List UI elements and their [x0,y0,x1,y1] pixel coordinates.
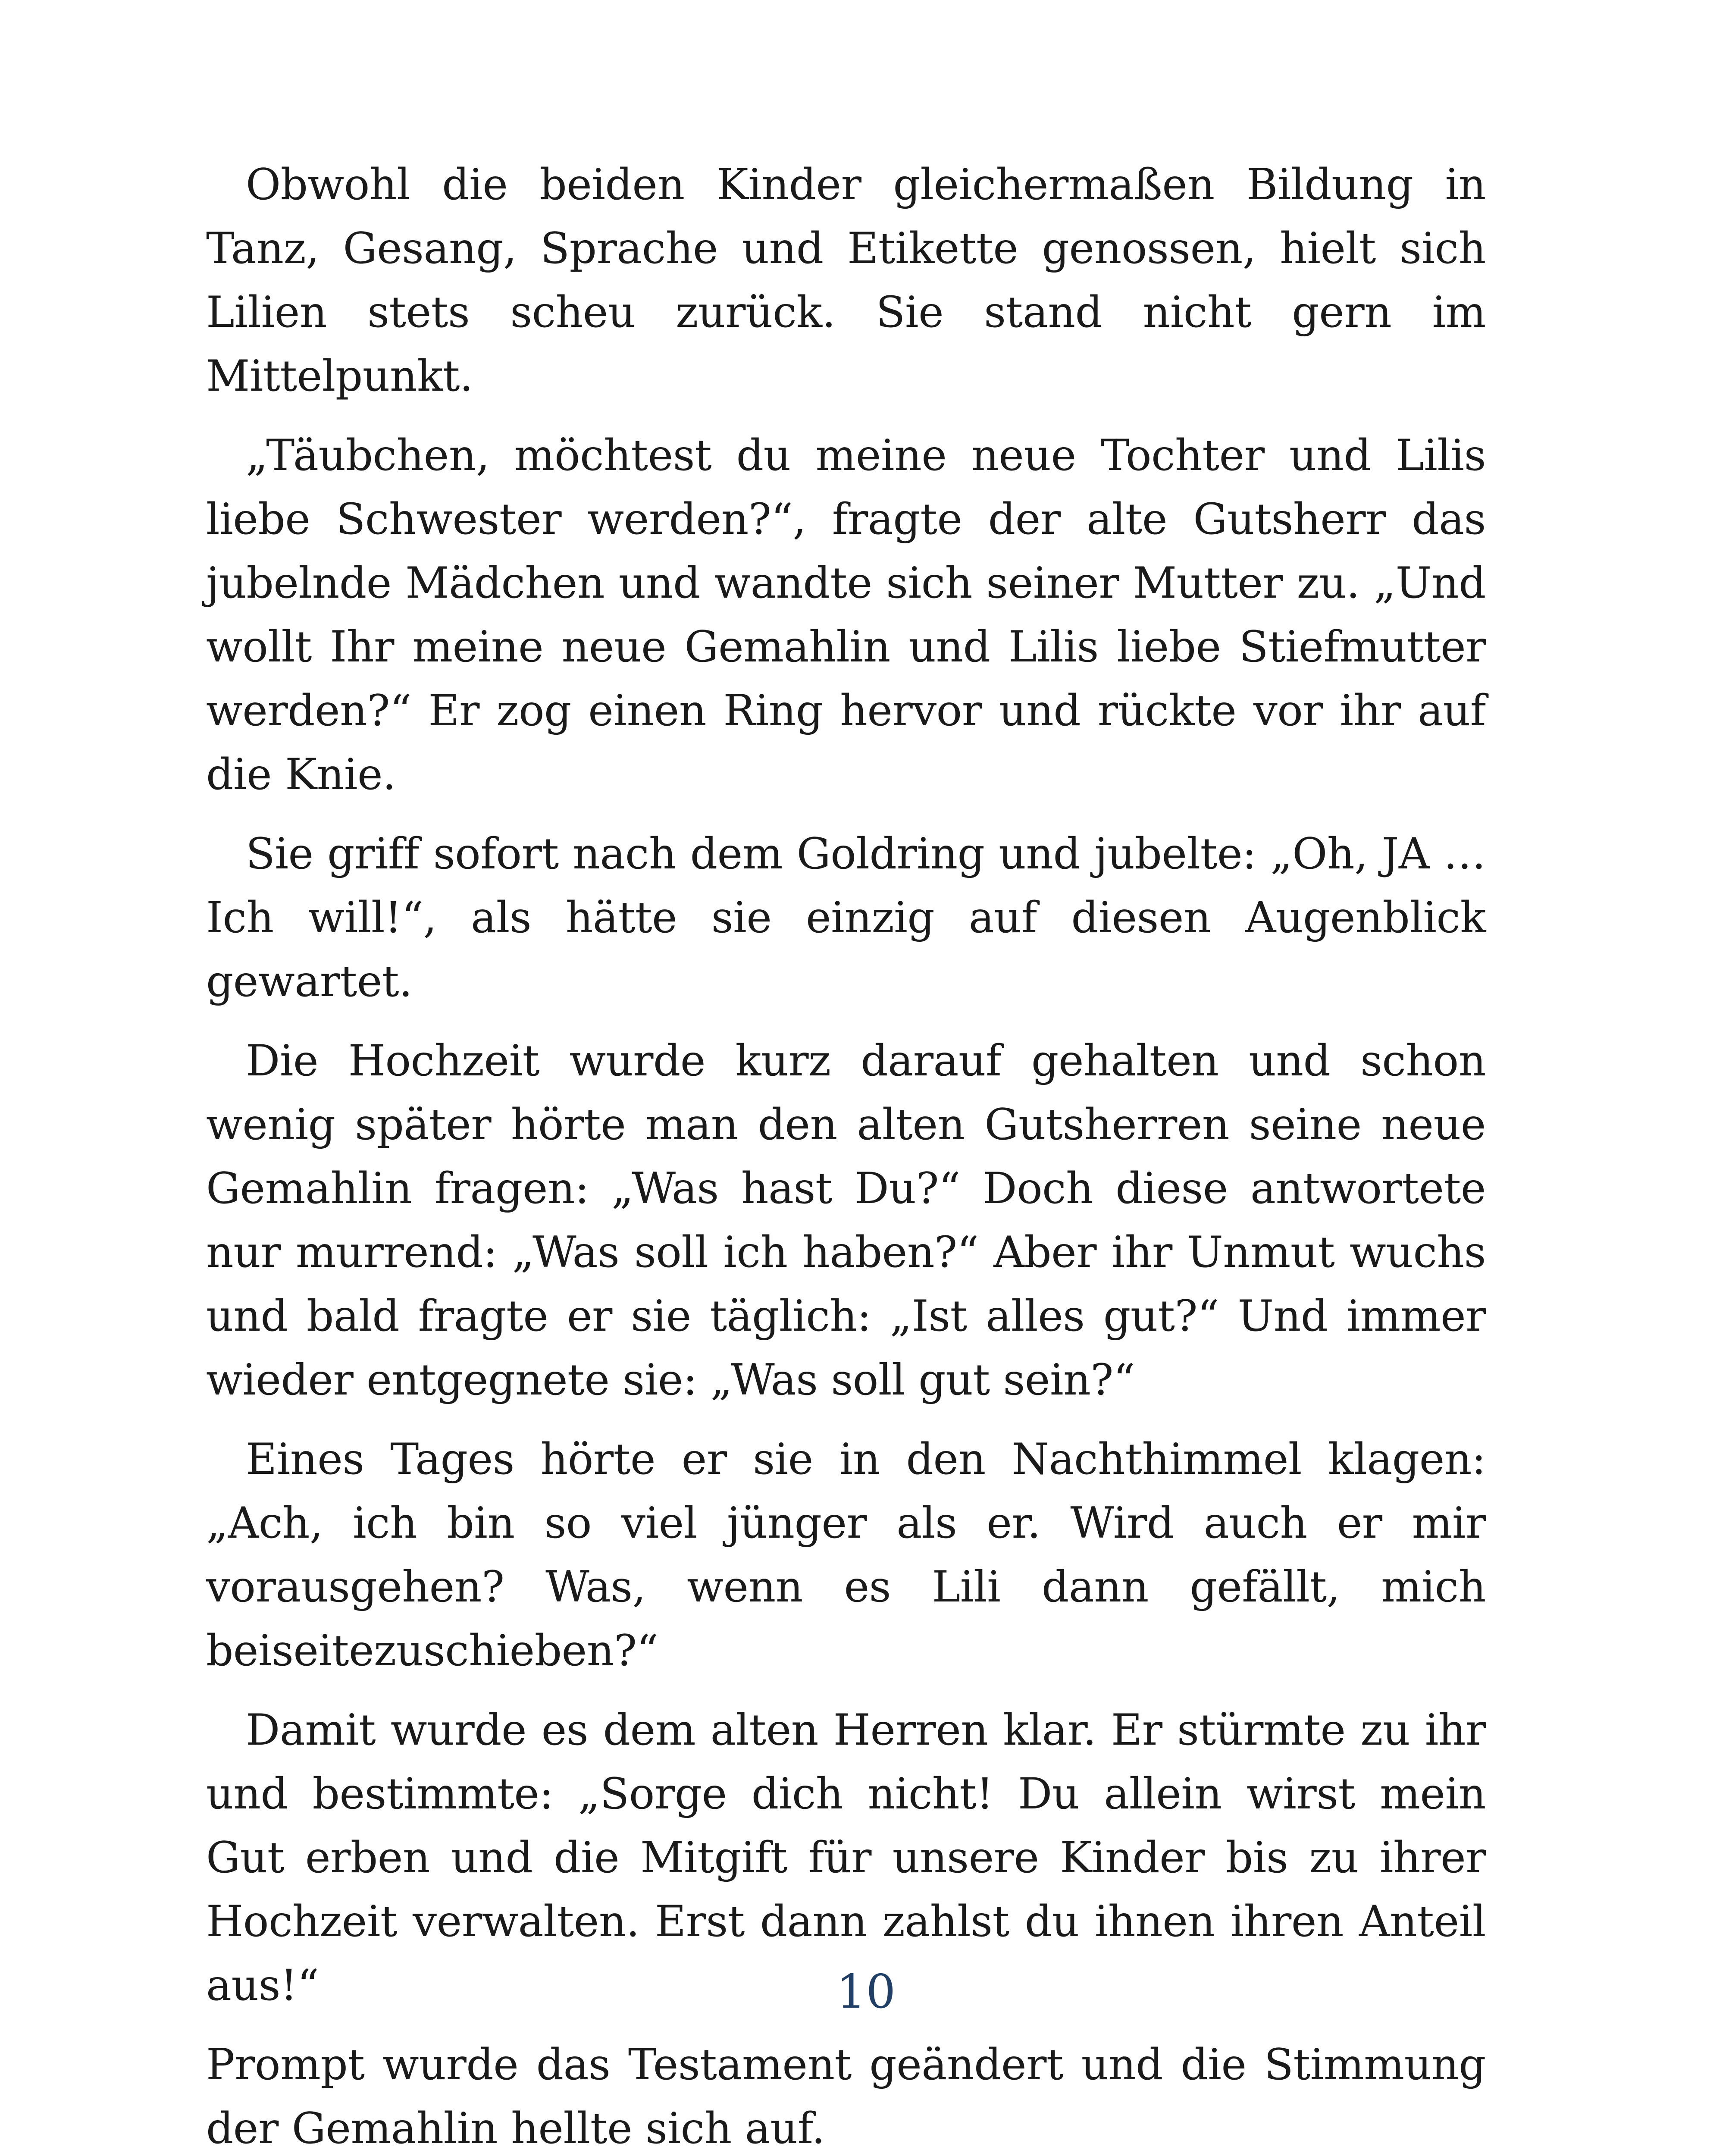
paragraph-1: Obwohl die beiden Kinder gleichermaßen Bildung in Tanz, Gesang, Sprache und Etikette genossen, hielt sich Lilien stets scheu zurück. Sie stand nicht gern im Mittelpunkt. [206,160,1486,401]
paragraph-7: Prompt wurde das Testament geändert und die Stimmung der Gemahlin hellte sich auf. [206,2040,1486,2153]
paragraph-2: „Täubchen, möchtest du meine neue Tochter und Lilis liebe Schwester werden?“, fragte der alte Gutsherr das jubelnde Mädchen und wandte sich seiner Mutter zu. „Und wollt Ihr meine neue Gemahlin und Lilis liebe Stiefmutter werden?“ Er zog einen Ring hervor und rückte vor ihr auf die Knie. [206,431,1486,799]
paragraph-3: Sie griff sofort nach dem Goldring und jubelte: „Oh, JA … Ich will!“, als hätte sie einzig auf diesen Augenblick gewartet. [206,829,1486,1006]
page-number: 10 [836,1965,896,2019]
paragraph-5: Eines Tages hörte er sie in den Nachthimmel klagen: „Ach, ich bin so viel jünger als er. Wird auch er mir vorausgehen? Was, wenn es Lili dann gefällt, mich beiseitezuschieben?“ [206,1435,1486,1676]
paragraph-6: Damit wurde es dem alten Herren klar. Er stürmte zu ihr und bestimmte: „Sorge dich nicht! Du allein wirst mein Gut erben und die Mitgift für unsere Kinder bis zu ihrer Hochzeit verwalten. Erst dann zahlst du ihnen ihren Anteil aus!“ [206,1705,1486,2010]
body-text [206,153,1486,2156]
paragraph-4: Die Hochzeit wurde kurz darauf gehalten und schon wenig später hörte man den alten Gutsherren seine neue Gemahlin fragen: „Was hast Du?“ Doch diese antwortete nur murrend: „Was soll ich haben?“ Aber ihr Unmut wuchs und bald fragte er sie täglich: „Ist alles gut?“ Und immer wieder entgegnete sie: „Was soll gut sein?“ [206,1036,1486,1405]
